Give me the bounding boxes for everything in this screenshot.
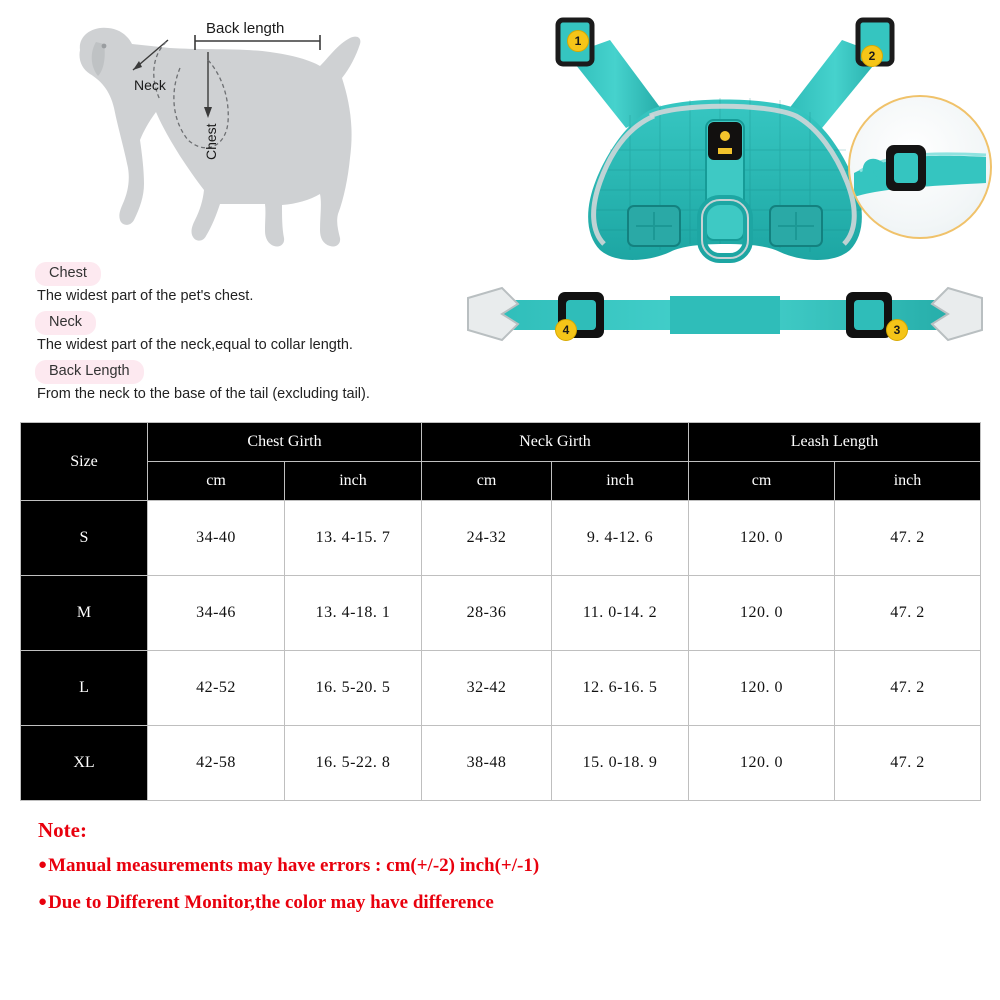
definition-term-back-length: Back Length <box>35 360 144 384</box>
cell-l-chest-inch: 16. 5-20. 5 <box>285 651 422 726</box>
buckle-closeup-icon <box>850 97 990 237</box>
table-row <box>21 501 981 576</box>
header-unit-leash-cm: cm <box>689 462 835 501</box>
table-row <box>21 576 981 651</box>
table-header-groups <box>21 423 981 462</box>
definition-neck <box>35 311 455 354</box>
cell-s-chest-inch: 13. 4-15. 7 <box>285 501 422 576</box>
row-size-s: S <box>21 501 148 576</box>
bullet-icon: ● <box>38 857 48 873</box>
size-table-container <box>20 422 980 801</box>
cell-xl-neck-cm: 38-48 <box>422 726 552 801</box>
label-back-length: Back length <box>206 20 285 37</box>
definition-chest <box>35 262 455 305</box>
cell-xl-neck-inch: 15. 0-18. 9 <box>552 726 689 801</box>
header-unit-neck-inch: inch <box>552 462 689 501</box>
cell-m-neck-inch: 11. 0-14. 2 <box>552 576 689 651</box>
note-line-2 <box>38 892 958 915</box>
cell-xl-chest-inch: 16. 5-22. 8 <box>285 726 422 801</box>
cell-m-leash-cm: 120. 0 <box>689 576 835 651</box>
definition-term-neck: Neck <box>35 311 96 335</box>
definition-desc-chest: The widest part of the pet's chest. <box>37 287 254 304</box>
header-unit-chest-cm: cm <box>148 462 285 501</box>
note-text-1: Manual measurements may have errors : cm(+/-2) inch(+/-1) <box>48 855 540 876</box>
cell-l-leash-inch: 47. 2 <box>835 651 981 726</box>
cell-l-leash-cm: 120. 0 <box>689 651 835 726</box>
product-harness-image <box>450 0 1000 410</box>
note-line-1 <box>38 855 958 878</box>
illustration-area <box>0 0 1000 415</box>
cell-s-chest-cm: 34-40 <box>148 501 285 576</box>
cell-m-neck-cm: 28-36 <box>422 576 552 651</box>
cell-s-leash-cm: 120. 0 <box>689 501 835 576</box>
cell-xl-leash-inch: 47. 2 <box>835 726 981 801</box>
definition-term-chest: Chest <box>35 262 101 286</box>
cell-s-neck-cm: 24-32 <box>422 501 552 576</box>
notes-section <box>38 818 958 929</box>
header-chest-girth: Chest Girth <box>148 423 422 462</box>
header-unit-leash-inch: inch <box>835 462 981 501</box>
measurement-definitions <box>35 262 455 409</box>
badge-3: 3 <box>886 319 908 341</box>
cell-s-neck-inch: 9. 4-12. 6 <box>552 501 689 576</box>
badge-2: 2 <box>861 45 883 67</box>
table-row <box>21 651 981 726</box>
row-size-m: M <box>21 576 148 651</box>
buckle-closeup-inset <box>848 95 992 239</box>
table-header-units <box>21 462 981 501</box>
note-text-2: Due to Different Monitor,the color may have difference <box>48 891 494 913</box>
cell-l-chest-cm: 42-52 <box>148 651 285 726</box>
table-row <box>21 726 981 801</box>
cell-s-leash-inch: 47. 2 <box>835 501 981 576</box>
notes-title: Note: <box>38 818 87 842</box>
cell-l-neck-inch: 12. 6-16. 5 <box>552 651 689 726</box>
badge-4: 4 <box>555 319 577 341</box>
header-unit-neck-cm: cm <box>422 462 552 501</box>
row-size-xl: XL <box>21 726 148 801</box>
row-size-l: L <box>21 651 148 726</box>
definition-desc-neck: The widest part of the neck,equal to collar length. <box>37 336 353 353</box>
definition-back-length <box>35 360 455 403</box>
cell-l-neck-cm: 32-42 <box>422 651 552 726</box>
badge-1: 1 <box>567 30 589 52</box>
label-neck: Neck <box>134 77 166 93</box>
size-table <box>20 422 981 801</box>
cell-xl-chest-cm: 42-58 <box>148 726 285 801</box>
label-chest: Chest <box>203 123 219 160</box>
cell-m-chest-inch: 13. 4-18. 1 <box>285 576 422 651</box>
cell-m-leash-inch: 47. 2 <box>835 576 981 651</box>
header-unit-chest-inch: inch <box>285 462 422 501</box>
dog-silhouette-icon <box>20 8 460 268</box>
definition-desc-back-length: From the neck to the base of the tail (excluding tail). <box>37 385 370 402</box>
bullet-icon: ● <box>38 893 48 910</box>
cell-xl-leash-cm: 120. 0 <box>689 726 835 801</box>
header-leash-length: Leash Length <box>689 423 981 462</box>
header-size: Size <box>21 423 148 501</box>
header-neck-girth: Neck Girth <box>422 423 689 462</box>
cell-m-chest-cm: 34-46 <box>148 576 285 651</box>
